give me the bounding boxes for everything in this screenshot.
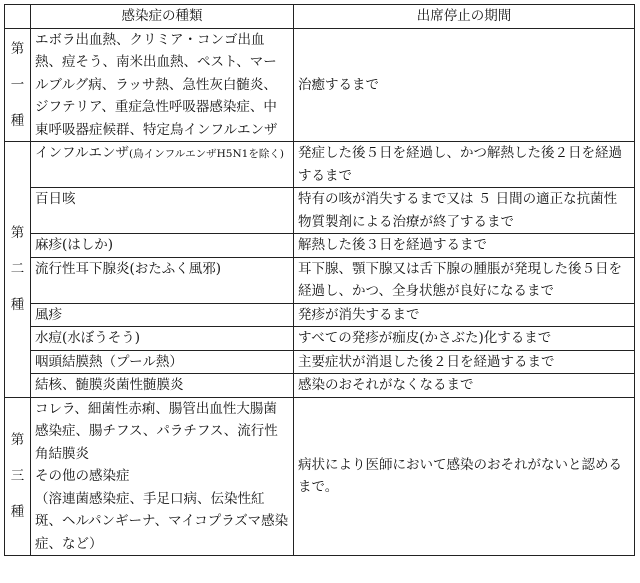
- disease-cell: 咽頭結膜熱（プール熱）: [31, 350, 294, 374]
- table-row: [5, 350, 635, 374]
- disease-list: コレラ、細菌性赤痢、腸管出血性大腸菌感染症、腸チフス、パラチフス、流行性角結膜炎: [35, 400, 278, 462]
- disease-cell: [31, 397, 294, 556]
- table-row: [5, 28, 635, 142]
- period-cell: 発疹が消失するまで: [294, 303, 635, 327]
- table-row: [5, 234, 635, 258]
- period-cell: 病状により医師において感染のおそれがないと認めるまで。: [294, 397, 635, 556]
- period-cell: すべての発疹が痂皮(かさぶた)化するまで: [294, 327, 635, 351]
- disease-cell: 風疹: [31, 303, 294, 327]
- period-cell: 解熱した後３日を経過するまで: [294, 234, 635, 258]
- disease-cell: エボラ出血熱、クリミア・コンゴ出血熱、痘そう、南米出血熱、ペスト、マールブルグ病、ラッサ熱、急性灰白髄炎、ジフテリア、重症急性呼吸器感染症、中東呼吸器症候群、特定鳥インフルエンザ: [31, 28, 294, 142]
- table-row: [5, 188, 635, 234]
- header-disease-type: 感染症の種類: [31, 5, 294, 29]
- period-cell: 主要症状が消退した後２日を経過するまで: [294, 350, 635, 374]
- disease-cell: 麻疹(はしか): [31, 234, 294, 258]
- table-row: [5, 327, 635, 351]
- other-diseases-list: （溶連菌感染症、手足口病、伝染性紅斑、ヘルパンギーナ、マイコプラズマ感染症、など）: [35, 490, 289, 552]
- category-label-type3: 第三種: [5, 397, 31, 556]
- header-suspension-period: 出席停止の期間: [294, 5, 635, 29]
- disease-cell: 水痘(水ぼうそう): [31, 327, 294, 351]
- period-cell: 特有の咳が消失するまで又は ５ 日間の適正な抗菌性物質製剤による治療が終了するまで: [294, 188, 635, 234]
- other-diseases-heading: その他の感染症: [35, 468, 130, 484]
- period-cell: 治癒するまで: [294, 28, 635, 142]
- disease-cell: 結核、髄膜炎菌性髄膜炎: [31, 374, 294, 398]
- period-cell: 耳下腺、顎下腺又は舌下腺の腫脹が発現した後５日を経過し、かつ、全身状態が良好になるまで: [294, 257, 635, 303]
- period-cell: 発症した後５日を経過し、かつ解熱した後２日を経過するまで: [294, 142, 635, 188]
- table-row: [5, 142, 635, 188]
- category-label-type1: 第一種: [5, 28, 31, 142]
- table-row: [5, 303, 635, 327]
- disease-cell: [31, 142, 294, 188]
- period-cell: 感染のおそれがなくなるまで: [294, 374, 635, 398]
- table-row: [5, 397, 635, 556]
- category-label-type2: 第二種: [5, 142, 31, 398]
- infectious-disease-table: [4, 4, 635, 556]
- header-row: [5, 5, 635, 29]
- header-category: [5, 5, 31, 29]
- table-row: [5, 257, 635, 303]
- disease-cell: 流行性耳下腺炎(おたふく風邪): [31, 257, 294, 303]
- disease-note: (鳥インフルエンザH5N1を除く): [128, 148, 284, 160]
- disease-name: インフルエンザ: [35, 145, 129, 161]
- table-row: [5, 374, 635, 398]
- disease-cell: 百日咳: [31, 188, 294, 234]
